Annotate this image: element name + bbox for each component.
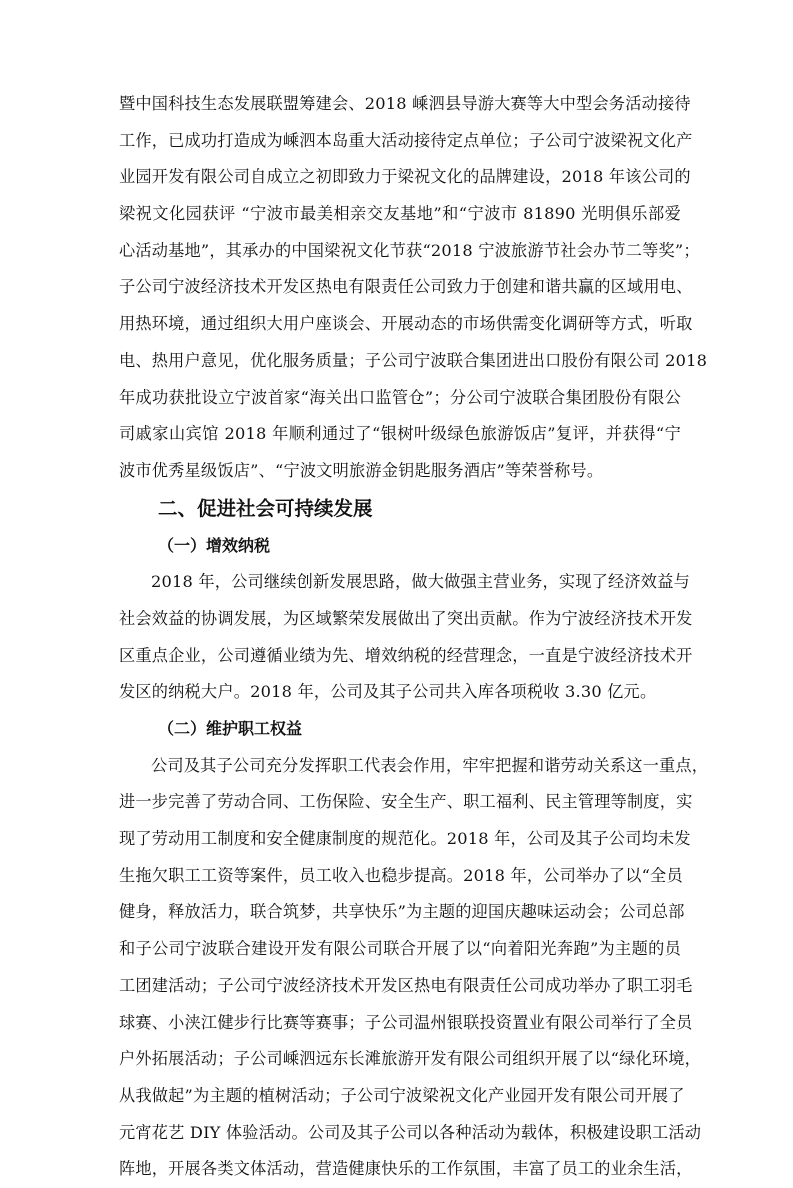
text-line: 业园开发有限公司自成立之初即致力于梁祝文化的品牌建设，2018 年该公司的 [119,167,691,187]
text-line: 元宵花艺 DIY 体验活动。公司及其子公司以各种活动为载体，积极建设职工活动 [119,1122,702,1142]
document-page [119,86,709,1188]
text-line: 社会效益的协调发展，为区域繁荣发展做出了突出贡献。作为宁波经济技术开发 [119,608,693,628]
text-line: 公司及其子公司充分发挥职工代表会作用，牢牢把握和谐劳动关系这一重点， [151,755,709,775]
text-line: 年成功获批设立宁波首家“海关出口监管仓”；分公司宁波联合集团股份有限公 [119,387,681,407]
text-line: 生拖欠职工工资等案件，员工收入也稳步提高。2018 年，公司举办了以“全员 [119,865,683,885]
subsection-heading: （二）维护职工权益 [158,719,303,738]
text-line: 暨中国科技生态发展联盟筹建会、2018 嵊泗县导游大赛等大中型会务活动接待 [119,94,691,113]
text-line: 阵地，开展各类文体活动，营造健康快乐的工作氛围，丰富了员工的业余生活， [119,1159,693,1179]
text-line: 和子公司宁波联合建设开发有限公司联合开展了以“向着阳光奔跑”为主题的员 [119,939,681,959]
text-line: 心活动基地”，其承办的中国梁祝文化节获“2018 宁波旅游节社会办节二等奖”； [119,240,700,260]
text-line: 梁祝文化园获评 “宁波市最美相亲交友基地”和“宁波市 81890 光明俱乐部爱 [119,204,681,224]
text-line: 2018 年，公司继续创新发展思路，做大做强主营业务，实现了经济效益与 [151,572,690,592]
text-line: 司戚家山宾馆 2018 年顺利通过了“银树叶级绿色旅游饭店”复评，并获得“宁 [119,424,681,444]
text-line: 从我做起”为主题的植树活动；子公司宁波梁祝文化产业园开发有限公司开展了 [119,1085,685,1105]
intro-paragraph [119,86,708,490]
subsection-heading: （一）增效纳税 [158,535,271,555]
text-line: 户外拓展活动；子公司嵊泗远东长滩旅游开发有限公司组织开展了以“绿化环境， [119,1049,702,1069]
text-line: 现了劳动用工制度和安全健康制度的规范化。2018 年，公司及其子公司均未发 [119,829,691,849]
text-line: 健身，释放活力，联合筑梦，共享快乐”为主题的迎国庆趣味运动会；公司总部 [119,902,685,922]
text-line: 区重点企业，公司遵循业绩为先、增效纳税的经营理念，一直是宁波经济技术开 [119,645,693,665]
text-line: 工团建活动；子公司宁波经济技术开发区热电有限责任公司成功举办了职工羽毛 [119,975,693,995]
text-line: 工作，已成功打造成为嵊泗本岛重大活动接待定点单位；子公司宁波梁祝文化产 [119,130,693,150]
text-line: 子公司宁波经济技术开发区热电有限责任公司致力于创建和谐共赢的区域用电、 [119,277,693,297]
text-line: 发区的纳税大户。2018 年，公司及其子公司共入库各项税收 3.30 亿元。 [119,682,657,702]
text-line: 电、热用户意见，优化服务质量；子公司宁波联合集团进出口股份有限公司 2018 [119,350,708,370]
text-line: 球赛、小浃江健步行比赛等赛事；子公司温州银联投资置业有限公司举行了全员 [119,1012,693,1032]
text-line: 波市优秀星级饭店”、“宁波文明旅游金钥匙服务酒店”等荣誉称号。 [119,460,604,480]
text-line: 用热环境，通过组织大用户座谈会、开展动态的市场供需变化调研等方式，听取 [119,314,693,334]
subsection-employee-rights [119,711,709,1188]
subsection-tax [119,528,693,711]
section-heading: 二、促进社会可持续发展 [158,496,373,520]
text-line: 进一步完善了劳动合同、工伤保险、安全生产、职工福利、民主管理等制度，实 [119,792,693,812]
